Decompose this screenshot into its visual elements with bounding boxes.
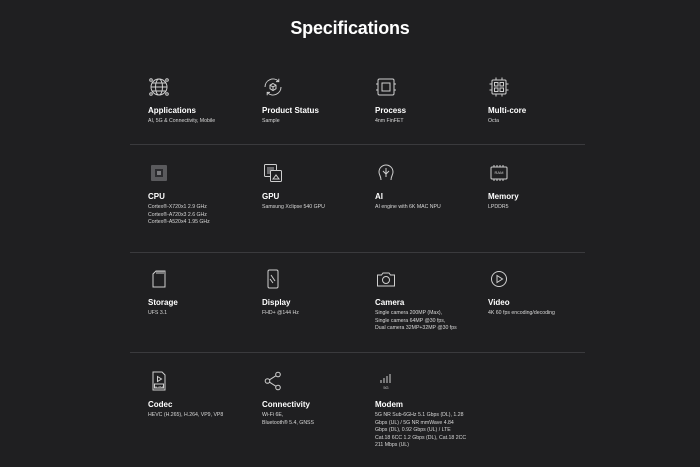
- spec-label: Process: [375, 106, 407, 115]
- signal-bars-icon: [375, 370, 397, 392]
- spec-value-line: Single camera 64MP @30 fps,: [375, 317, 446, 324]
- spec-label: GPU: [262, 192, 280, 201]
- spec-value-line: Cat.18 6CC 1.2 Gbps (DL), Cat.18 2CC: [375, 434, 467, 441]
- spec-item-process: [375, 76, 485, 126]
- spec-label: Connectivity: [262, 400, 311, 409]
- spec-value-line: Dual camera 32MP+32MP @30 fps: [375, 325, 457, 332]
- spec-value: [262, 204, 372, 212]
- spec-item-video: [488, 268, 598, 318]
- spec-value: [375, 204, 485, 212]
- row-divider: [130, 252, 585, 253]
- spec-value-line: LPDDR5: [488, 204, 509, 210]
- spec-item-multi-core: [488, 76, 598, 126]
- spec-label: Storage: [148, 298, 178, 307]
- spec-item-display: [262, 268, 372, 318]
- spec-item-cpu: [148, 162, 258, 227]
- globe-network-icon: [148, 76, 170, 98]
- spec-item-product-status: [262, 76, 372, 126]
- spec-value: [488, 204, 598, 212]
- cube-cycle-icon: [262, 76, 284, 98]
- spec-value: [488, 310, 598, 318]
- storage-card-icon: [148, 268, 170, 290]
- codec-icon-text: H.264: [154, 384, 163, 389]
- spec-item-connectivity: [262, 370, 372, 427]
- ai-brain-icon: [375, 162, 397, 184]
- spec-value: [148, 412, 258, 420]
- gpu-icon: [262, 162, 284, 184]
- spec-label: CPU: [148, 192, 165, 201]
- spec-value-line: Octa: [488, 118, 499, 124]
- spec-value-line: Wi-Fi 6E,: [262, 412, 284, 418]
- spec-value-line: Single camera 200MP (Max),: [375, 310, 443, 316]
- spec-item-codec: [148, 370, 258, 420]
- spec-value-line: 211 Mbps (UL): [375, 442, 409, 449]
- spec-value: [262, 412, 372, 427]
- spec-value-line: UFS 3.1: [148, 310, 168, 316]
- spec-value-line: HEVC (H.265), H.264, VP9, VP8: [148, 412, 224, 418]
- spec-label: Camera: [375, 298, 405, 307]
- spec-value-line: Cortex®-A720x3 2.6 GHz: [148, 211, 207, 218]
- share-nodes-icon: [262, 370, 284, 392]
- spec-value: [148, 118, 258, 126]
- camera-icon: [375, 268, 397, 290]
- spec-item-memory: [488, 162, 598, 212]
- spec-label: Applications: [148, 106, 197, 115]
- spec-label: Memory: [488, 192, 519, 201]
- spec-value: [375, 118, 485, 126]
- spec-label: Display: [262, 298, 291, 307]
- cpu-chip-icon: [148, 162, 170, 184]
- spec-value: [262, 118, 372, 126]
- codec-file-icon: [148, 370, 170, 392]
- spec-label: Product Status: [262, 106, 319, 115]
- spec-value-line: 4K 60 fps encoding/decoding: [488, 310, 555, 316]
- spec-value-line: Bluetooth® 5.4, GNSS: [262, 419, 314, 426]
- spec-value-line: 4nm FinFET: [375, 118, 404, 124]
- spec-label: Video: [488, 298, 510, 307]
- spec-value-line: Samsung Xclipse 540 GPU: [262, 204, 325, 210]
- play-circle-icon: [488, 268, 510, 290]
- spec-item-modem: [375, 370, 485, 450]
- spec-value-line: Sample: [262, 118, 280, 124]
- spec-value-line: Cortex®-A520x4 1.95 GHz: [148, 219, 210, 226]
- modem-icon-text: 5G: [383, 385, 389, 390]
- spec-value-line: 5G NR Sub-6GHz 5.1 Gbps (DL), 1.28: [375, 412, 464, 418]
- spec-label: Modem: [375, 400, 403, 409]
- spec-value: [375, 412, 485, 450]
- spec-item-ai: [375, 162, 485, 212]
- spec-value-line: AI engine with 6K MAC NPU: [375, 204, 441, 210]
- spec-item-applications: [148, 76, 258, 126]
- memory-icon-text: RAM: [494, 170, 504, 175]
- process-chip-icon: [375, 76, 397, 98]
- memory-chip-icon: [488, 162, 510, 184]
- multicore-chip-icon: [488, 76, 510, 98]
- spec-value: [488, 118, 598, 126]
- spec-value: [375, 310, 485, 333]
- spec-label: AI: [375, 192, 383, 201]
- spec-item-storage: [148, 268, 258, 318]
- spec-value: [148, 204, 258, 227]
- spec-value-line: Gbps (DL), 0.92 Gbps (UL) / LTE: [375, 427, 451, 434]
- spec-value-line: Cortex®-X720x1 2.9 GHz: [148, 204, 207, 210]
- spec-value-line: FHD+ @144 Hz: [262, 310, 299, 316]
- row-divider: [130, 144, 585, 145]
- spec-label: Multi-core: [488, 106, 527, 115]
- spec-value: [148, 310, 258, 318]
- smartphone-icon: [262, 268, 284, 290]
- page-title: Specifications: [290, 18, 410, 38]
- spec-item-gpu: [262, 162, 372, 212]
- row-divider: [130, 352, 585, 353]
- spec-value-line: AI, 5G & Connectivity, Mobile: [148, 118, 216, 124]
- spec-label: Codec: [148, 400, 173, 409]
- spec-value: [262, 310, 372, 318]
- spec-item-camera: [375, 268, 485, 333]
- spec-value-line: Gbps (UL) / 5G NR mmWave 4.84: [375, 419, 454, 426]
